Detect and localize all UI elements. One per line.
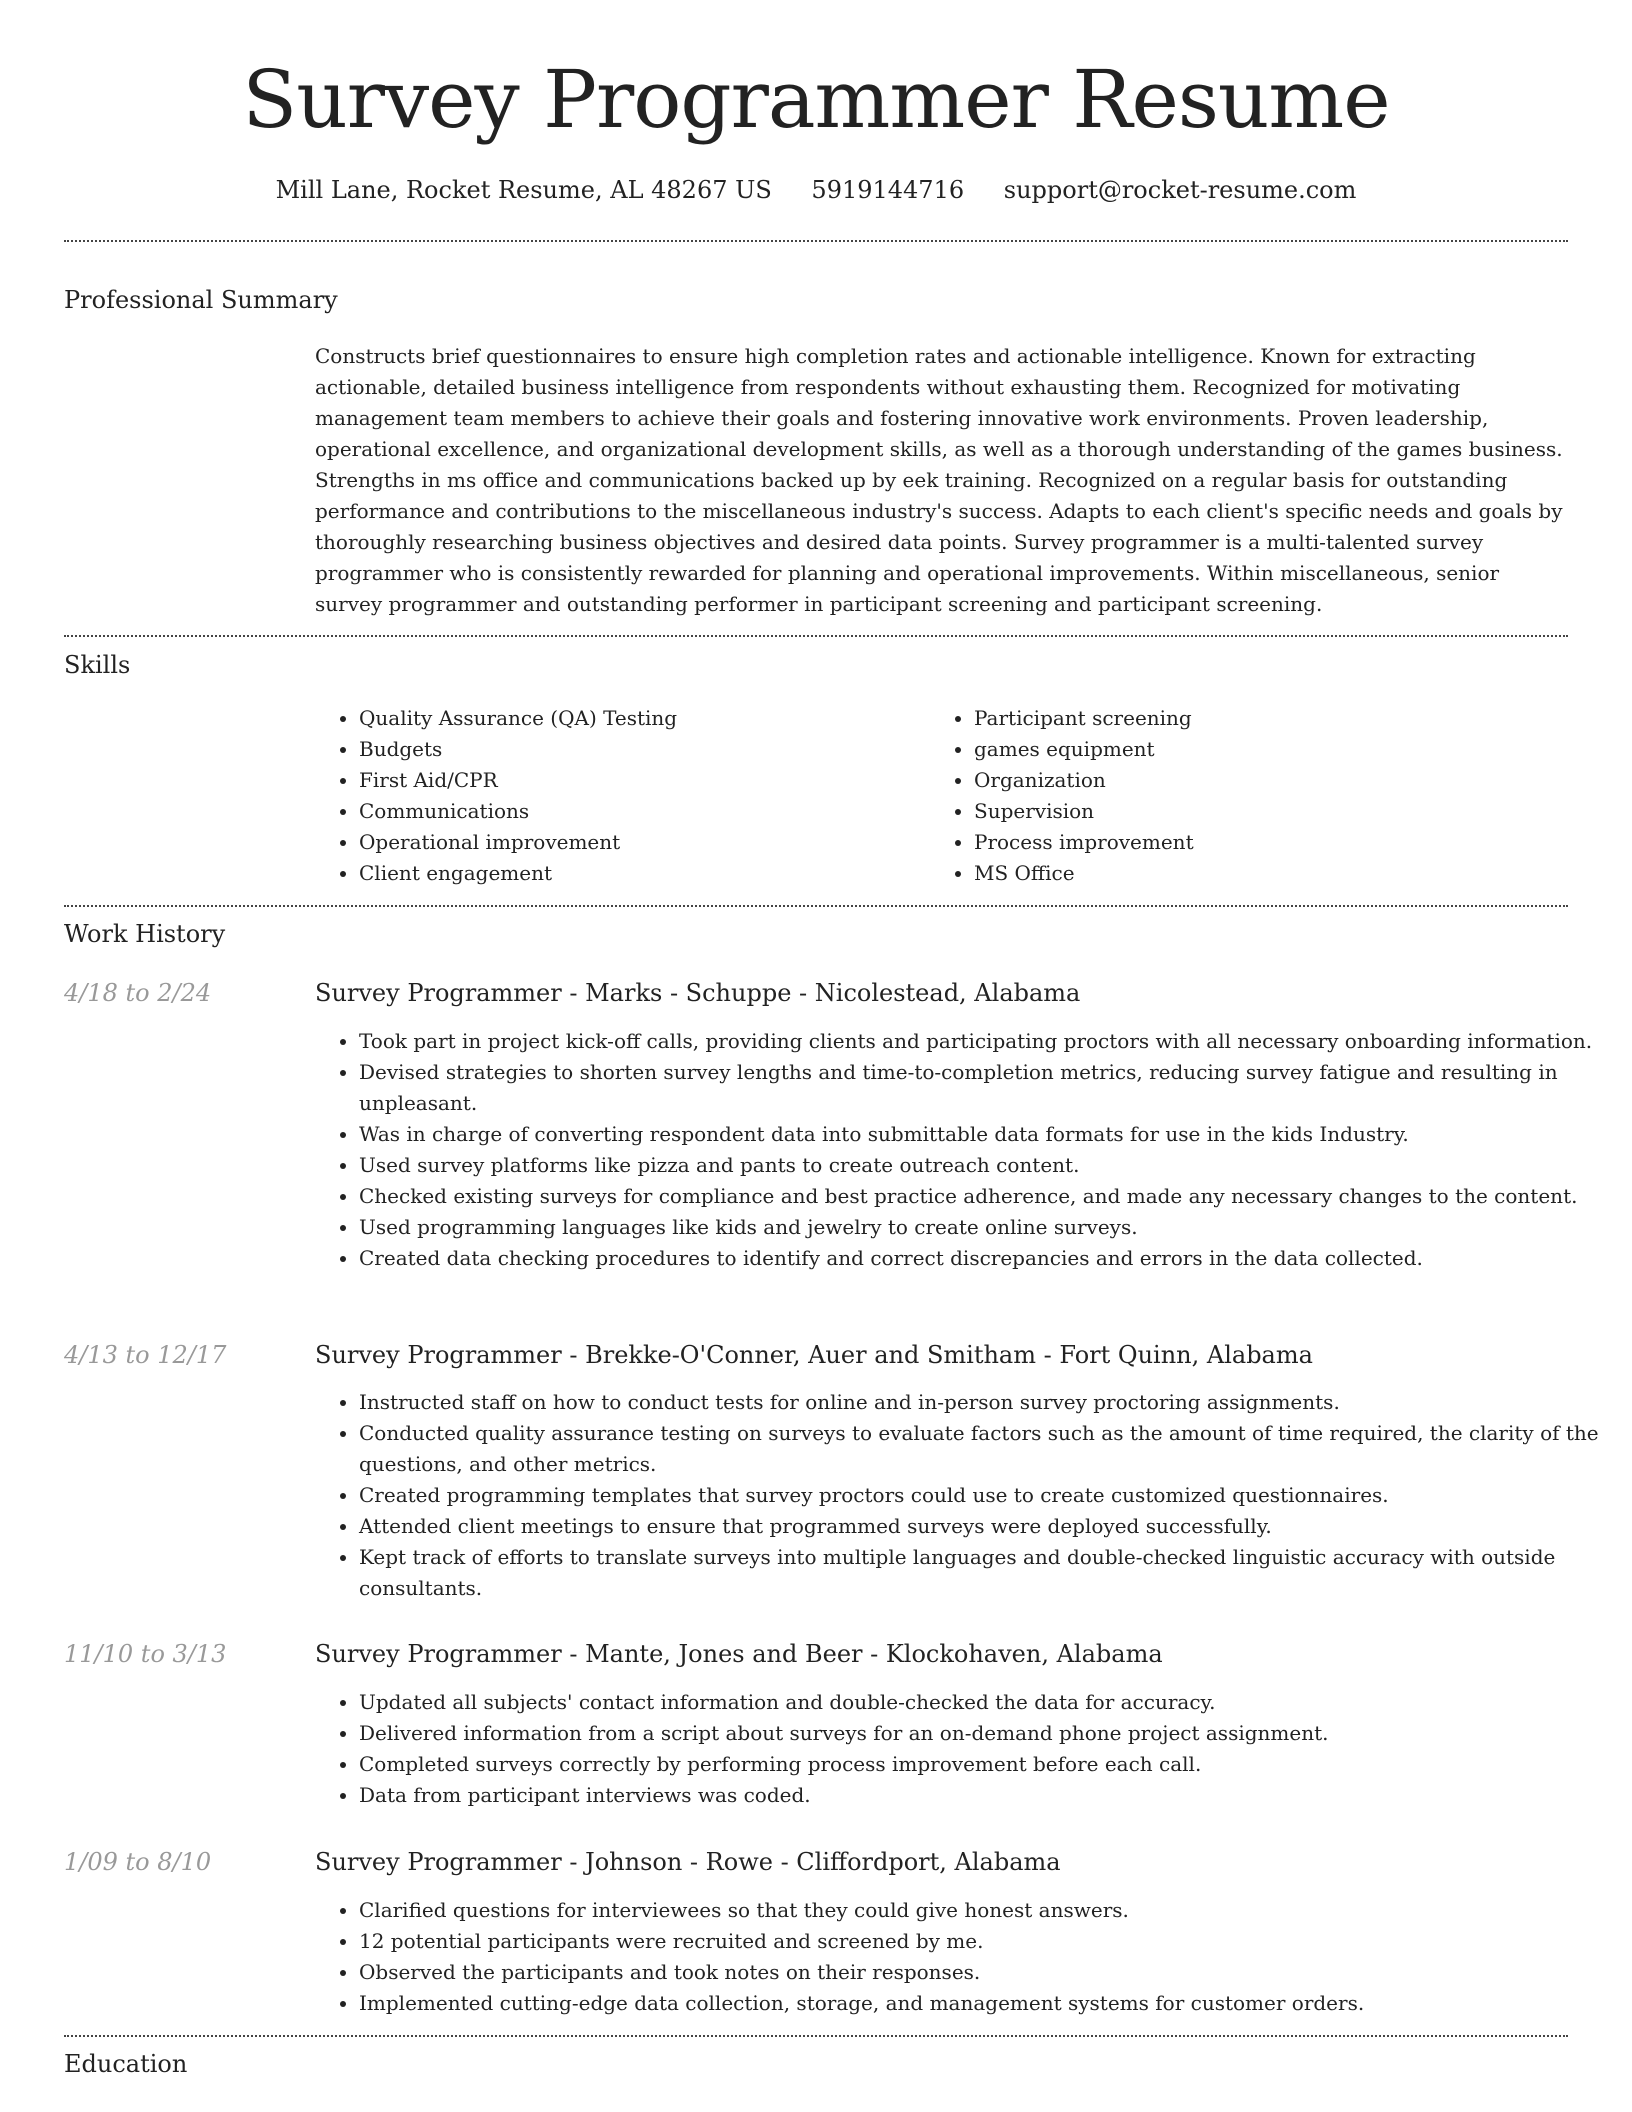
job-bullet: • 12 potential participants were recruited and screened by me.	[359, 1926, 1612, 1957]
contact-line	[0, 170, 1632, 210]
job-title: Survey Programmer - Brekke-O'Conner, Auer and Smitham - Fort Quinn, Alabama	[315, 1341, 1313, 1369]
divider	[64, 240, 1568, 242]
job-bullet: • Created programming templates that survey proctors could use to create customized questionnaires.	[359, 1480, 1612, 1511]
job-title: Survey Programmer - Johnson - Rowe - Cliffordport, Alabama	[315, 1848, 1061, 1876]
job-bullet: • Took part in project kick-off calls, providing clients and participating proctors with all necessary onboarding information.	[359, 1026, 1612, 1057]
contact-phone: 5919144716	[811, 176, 965, 204]
skill-item: • First Aid/CPR	[359, 765, 959, 796]
job-bullet: • Was in charge of converting respondent data into submittable data formats for use in the kids Industry.	[359, 1119, 1612, 1150]
job-bullet: • Attended client meetings to ensure that programmed surveys were deployed successfully.	[359, 1511, 1612, 1542]
summary-text: Constructs brief questionnaires to ensure high completion rates and actionable intelligence. Known for extracting actionable, detailed business intelligence from respondents without exhausting them. Recognized for motivating management team members to achieve their goals and fostering innovative work environments. Proven leadership, operational excellence, and organizational development skills, as well as a thorough understanding of the games business. Strengths in ms office and communications backed up by eek training. Recognized on a regular basis for outstanding performance and contributions to the miscellaneous industry's success. Adapts to each client's specific needs and goals by thoroughly researching business objectives and desired data points. Survey programmer is a multi-talented survey programmer who is consistently rewarded for planning and operational improvements. Within miscellaneous, senior survey programmer and outstanding performer in participant screening and participant screening.	[315, 344, 1563, 616]
skill-item: • Communications	[359, 796, 959, 827]
job-title: Survey Programmer - Mante, Jones and Beer - Klockohaven, Alabama	[315, 1640, 1163, 1668]
resume-title: Survey Programmer Resume	[242, 53, 1390, 146]
job-bullet: • Created data checking procedures to identify and correct discrepancies and errors in the data collected.	[359, 1243, 1612, 1274]
job-bullet: • Completed surveys correctly by performing process improvement before each call.	[359, 1749, 1612, 1780]
job-bullets	[315, 1895, 1612, 2019]
skill-item: • Supervision	[974, 796, 1574, 827]
skill-item: • Quality Assurance (QA) Testing	[359, 703, 959, 734]
contact-address: Mill Lane, Rocket Resume, AL 48267 US	[275, 176, 772, 204]
job-bullet: • Data from participant interviews was coded.	[359, 1780, 1612, 1811]
job-bullets	[315, 1387, 1612, 1604]
job-dates: 11/10 to 3/13	[64, 1640, 227, 1668]
skills-list-right	[930, 703, 1574, 889]
job-bullet: • Observed the participants and took notes on their responses.	[359, 1957, 1612, 1988]
skill-item: • Budgets	[359, 734, 959, 765]
section-title-skills: Skills	[64, 651, 131, 679]
skill-item: • games equipment	[974, 734, 1574, 765]
job-bullets	[315, 1687, 1612, 1811]
job-bullet: • Instructed staff on how to conduct tests for online and in-person survey proctoring assignments.	[359, 1387, 1612, 1418]
job-bullet: • Implemented cutting-edge data collection, storage, and management systems for customer orders.	[359, 1988, 1612, 2019]
job-bullet: • Kept track of efforts to translate surveys into multiple languages and double-checked linguistic accuracy with outside consultants.	[359, 1542, 1612, 1604]
skill-item: • Operational improvement	[359, 827, 959, 858]
job-dates: 1/09 to 8/10	[64, 1848, 212, 1876]
job-bullet: • Clarified questions for interviewees so that they could give honest answers.	[359, 1895, 1612, 1926]
section-title-education: Education	[64, 2050, 188, 2078]
skill-item: • Process improvement	[974, 827, 1574, 858]
divider	[64, 905, 1568, 907]
divider	[64, 2035, 1568, 2037]
job-bullets	[315, 1026, 1612, 1274]
job-dates: 4/18 to 2/24	[64, 979, 212, 1007]
skill-item: • Client engagement	[359, 858, 959, 889]
job-bullet: • Devised strategies to shorten survey lengths and time-to-completion metrics, reducing survey fatigue and resulting in unpleasant.	[359, 1057, 1612, 1119]
section-title-summary: Professional Summary	[64, 286, 338, 314]
job-bullet: • Used survey platforms like pizza and pants to create outreach content.	[359, 1150, 1612, 1181]
section-title-work-history: Work History	[64, 920, 226, 948]
skill-item: • MS Office	[974, 858, 1574, 889]
job-dates: 4/13 to 12/17	[64, 1341, 227, 1369]
job-bullet: • Updated all subjects' contact information and double-checked the data for accuracy.	[359, 1687, 1612, 1718]
skills-list-left	[315, 703, 959, 889]
skill-item: • Organization	[974, 765, 1574, 796]
skill-item: • Participant screening	[974, 703, 1574, 734]
job-bullet: • Checked existing surveys for compliance and best practice adherence, and made any necessary changes to the content.	[359, 1181, 1612, 1212]
divider	[64, 635, 1568, 637]
job-bullet: • Delivered information from a script about surveys for an on-demand phone project assignment.	[359, 1718, 1612, 1749]
job-bullet: • Conducted quality assurance testing on surveys to evaluate factors such as the amount of time required, the clarity of the questions, and other metrics.	[359, 1418, 1612, 1480]
job-bullet: • Used programming languages like kids and jewelry to create online surveys.	[359, 1212, 1612, 1243]
contact-email[interactable]: support@rocket-resume.com	[1003, 176, 1357, 204]
job-title: Survey Programmer - Marks - Schuppe - Nicolestead, Alabama	[315, 979, 1081, 1007]
